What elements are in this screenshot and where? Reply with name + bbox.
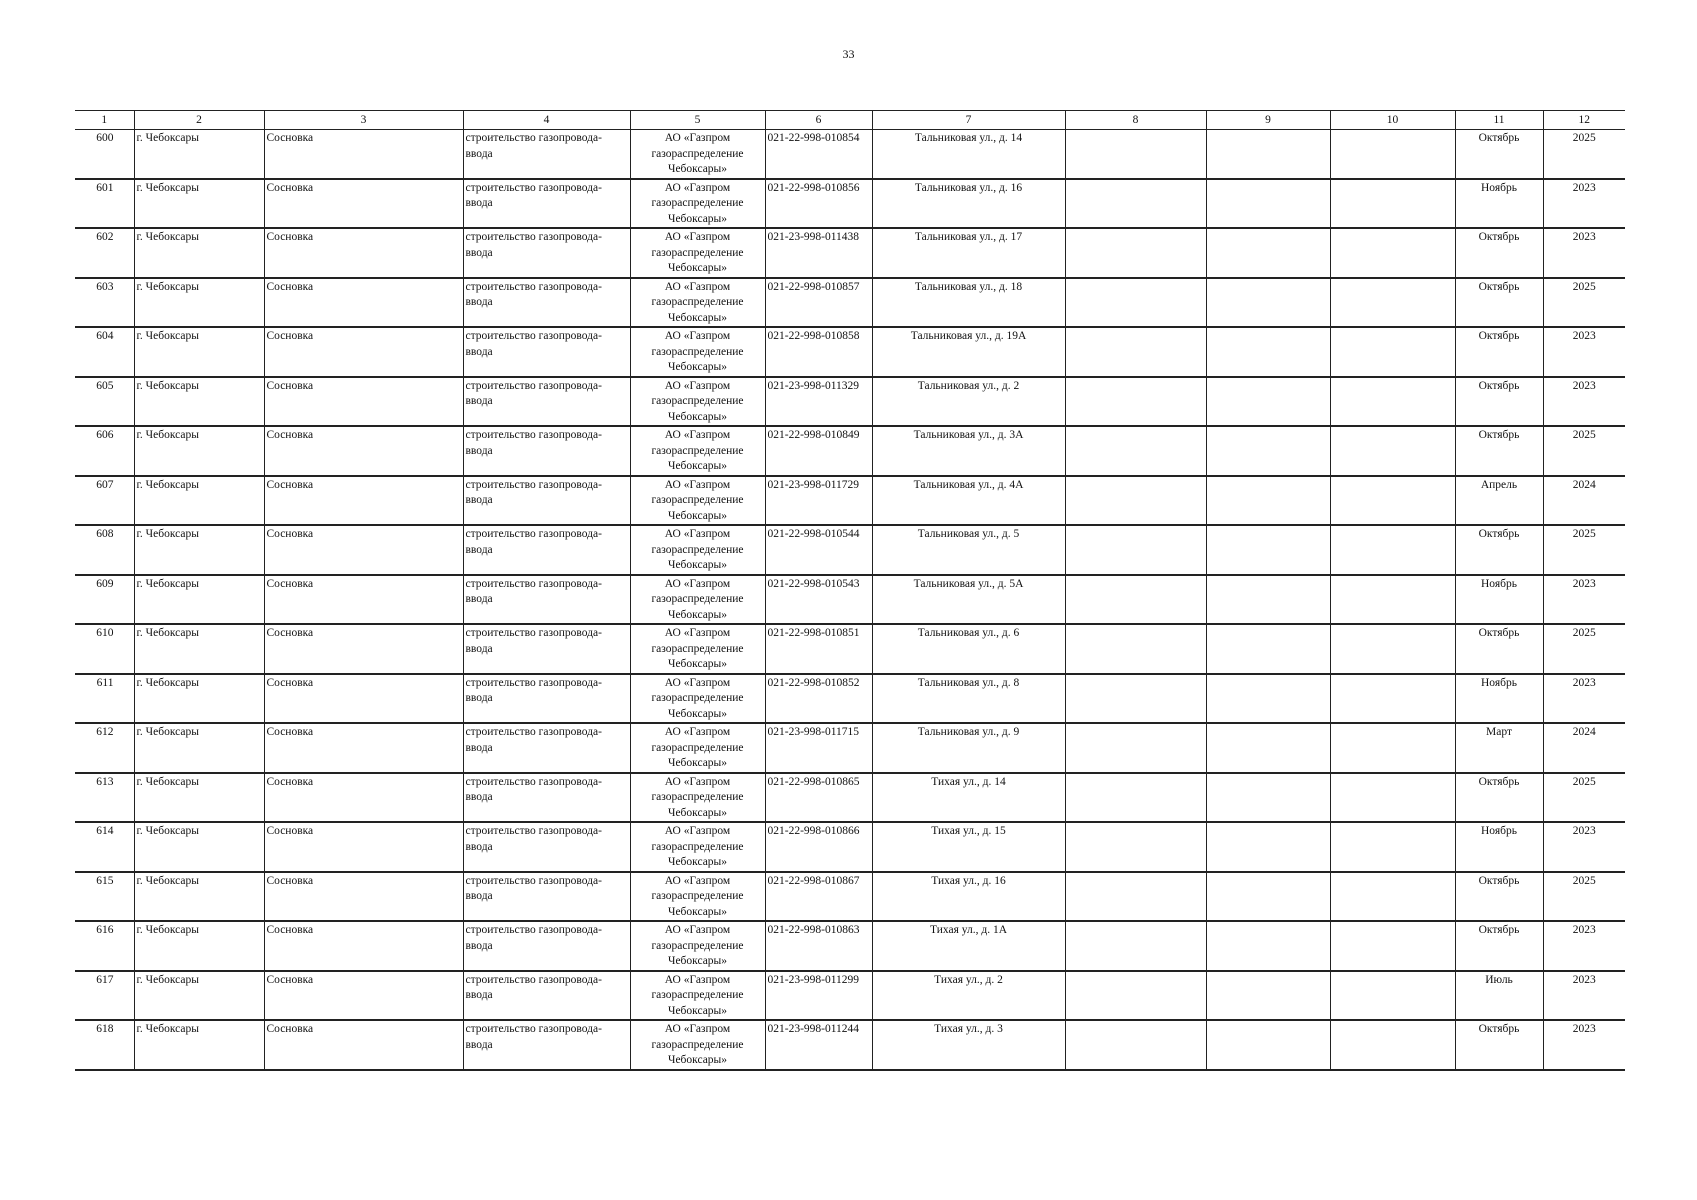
table-row	[75, 278, 1625, 328]
column-9-cell	[1206, 525, 1330, 575]
district-cell: Сосновка	[264, 822, 463, 872]
table-row	[75, 1020, 1625, 1070]
row-number-cell: 613	[75, 773, 134, 823]
column-8-cell	[1065, 822, 1206, 872]
column-8-cell	[1065, 476, 1206, 526]
year-cell: 2025	[1543, 130, 1625, 179]
object-code-cell: 021-22-998-010851	[765, 624, 872, 674]
work-type-cell: строительство газопровода-ввода	[463, 624, 630, 674]
table-row	[75, 822, 1625, 872]
organization-cell: АО «Газпром газораспределение Чебоксары»	[630, 723, 765, 773]
city-cell: г. Чебоксары	[134, 872, 264, 922]
month-cell: Октябрь	[1455, 426, 1543, 476]
column-9-cell	[1206, 624, 1330, 674]
city-cell: г. Чебоксары	[134, 971, 264, 1021]
year-cell: 2023	[1543, 179, 1625, 229]
column-9-cell	[1206, 921, 1330, 971]
organization-cell: АО «Газпром газораспределение Чебоксары»	[630, 624, 765, 674]
work-type-cell: строительство газопровода-ввода	[463, 278, 630, 328]
organization-cell: АО «Газпром газораспределение Чебоксары»	[630, 426, 765, 476]
column-10-cell	[1330, 377, 1455, 427]
year-cell: 2023	[1543, 674, 1625, 724]
column-header: 2	[134, 111, 264, 130]
row-number-cell: 600	[75, 130, 134, 179]
table-row	[75, 921, 1625, 971]
column-10-cell	[1330, 426, 1455, 476]
column-9-cell	[1206, 723, 1330, 773]
district-cell: Сосновка	[264, 179, 463, 229]
city-cell: г. Чебоксары	[134, 228, 264, 278]
work-type-cell: строительство газопровода-ввода	[463, 723, 630, 773]
gasification-table	[75, 110, 1625, 1071]
district-cell: Сосновка	[264, 674, 463, 724]
row-number-cell: 603	[75, 278, 134, 328]
row-number-cell: 615	[75, 872, 134, 922]
work-type-cell: строительство газопровода-ввода	[463, 971, 630, 1021]
organization-cell: АО «Газпром газораспределение Чебоксары»	[630, 872, 765, 922]
row-number-cell: 611	[75, 674, 134, 724]
table-row	[75, 130, 1625, 179]
district-cell: Сосновка	[264, 377, 463, 427]
organization-cell: АО «Газпром газораспределение Чебоксары»	[630, 525, 765, 575]
column-header: 1	[75, 111, 134, 130]
organization-cell: АО «Газпром газораспределение Чебоксары»	[630, 377, 765, 427]
table-row	[75, 377, 1625, 427]
column-8-cell	[1065, 179, 1206, 229]
district-cell: Сосновка	[264, 723, 463, 773]
address-cell: Тальниковая ул., д. 4А	[872, 476, 1065, 526]
city-cell: г. Чебоксары	[134, 1020, 264, 1070]
column-9-cell	[1206, 476, 1330, 526]
organization-cell: АО «Газпром газораспределение Чебоксары»	[630, 921, 765, 971]
month-cell: Октябрь	[1455, 327, 1543, 377]
column-10-cell	[1330, 1020, 1455, 1070]
month-cell: Ноябрь	[1455, 822, 1543, 872]
city-cell: г. Чебоксары	[134, 426, 264, 476]
work-type-cell: строительство газопровода-ввода	[463, 674, 630, 724]
address-cell: Тальниковая ул., д. 17	[872, 228, 1065, 278]
table-row	[75, 426, 1625, 476]
work-type-cell: строительство газопровода-ввода	[463, 179, 630, 229]
work-type-cell: строительство газопровода-ввода	[463, 377, 630, 427]
column-header: 5	[630, 111, 765, 130]
organization-cell: АО «Газпром газораспределение Чебоксары»	[630, 327, 765, 377]
column-8-cell	[1065, 921, 1206, 971]
column-10-cell	[1330, 822, 1455, 872]
column-10-cell	[1330, 624, 1455, 674]
row-number-cell: 618	[75, 1020, 134, 1070]
month-cell: Октябрь	[1455, 130, 1543, 179]
address-cell: Тальниковая ул., д. 5	[872, 525, 1065, 575]
year-cell: 2023	[1543, 327, 1625, 377]
city-cell: г. Чебоксары	[134, 921, 264, 971]
organization-cell: АО «Газпром газораспределение Чебоксары»	[630, 822, 765, 872]
row-number-cell: 602	[75, 228, 134, 278]
address-cell: Тихая ул., д. 15	[872, 822, 1065, 872]
table-row	[75, 674, 1625, 724]
city-cell: г. Чебоксары	[134, 130, 264, 179]
city-cell: г. Чебоксары	[134, 476, 264, 526]
object-code-cell: 021-22-998-010544	[765, 525, 872, 575]
month-cell: Ноябрь	[1455, 674, 1543, 724]
address-cell: Тальниковая ул., д. 5А	[872, 575, 1065, 625]
year-cell: 2025	[1543, 773, 1625, 823]
work-type-cell: строительство газопровода-ввода	[463, 773, 630, 823]
address-cell: Тальниковая ул., д. 16	[872, 179, 1065, 229]
column-8-cell	[1065, 872, 1206, 922]
column-9-cell	[1206, 674, 1330, 724]
row-number-cell: 606	[75, 426, 134, 476]
column-8-cell	[1065, 278, 1206, 328]
column-9-cell	[1206, 377, 1330, 427]
organization-cell: АО «Газпром газораспределение Чебоксары»	[630, 575, 765, 625]
work-type-cell: строительство газопровода-ввода	[463, 228, 630, 278]
district-cell: Сосновка	[264, 476, 463, 526]
organization-cell: АО «Газпром газораспределение Чебоксары»	[630, 1020, 765, 1070]
row-number-cell: 614	[75, 822, 134, 872]
table-row	[75, 327, 1625, 377]
column-9-cell	[1206, 1020, 1330, 1070]
column-10-cell	[1330, 723, 1455, 773]
column-10-cell	[1330, 872, 1455, 922]
year-cell: 2023	[1543, 228, 1625, 278]
column-10-cell	[1330, 228, 1455, 278]
column-header: 9	[1206, 111, 1330, 130]
table-row	[75, 723, 1625, 773]
object-code-cell: 021-22-998-010543	[765, 575, 872, 625]
city-cell: г. Чебоксары	[134, 723, 264, 773]
column-header: 12	[1543, 111, 1625, 130]
district-cell: Сосновка	[264, 426, 463, 476]
district-cell: Сосновка	[264, 1020, 463, 1070]
row-number-cell: 608	[75, 525, 134, 575]
year-cell: 2025	[1543, 624, 1625, 674]
column-8-cell	[1065, 971, 1206, 1021]
address-cell: Тальниковая ул., д. 2	[872, 377, 1065, 427]
year-cell: 2024	[1543, 476, 1625, 526]
column-10-cell	[1330, 773, 1455, 823]
table-row	[75, 476, 1625, 526]
work-type-cell: строительство газопровода-ввода	[463, 575, 630, 625]
year-cell: 2023	[1543, 1020, 1625, 1070]
city-cell: г. Чебоксары	[134, 278, 264, 328]
column-8-cell	[1065, 674, 1206, 724]
row-number-cell: 609	[75, 575, 134, 625]
column-8-cell	[1065, 327, 1206, 377]
organization-cell: АО «Газпром газораспределение Чебоксары»	[630, 179, 765, 229]
year-cell: 2023	[1543, 971, 1625, 1021]
table-row	[75, 624, 1625, 674]
column-8-cell	[1065, 773, 1206, 823]
table-row	[75, 971, 1625, 1021]
address-cell: Тальниковая ул., д. 8	[872, 674, 1065, 724]
address-cell: Тальниковая ул., д. 6	[872, 624, 1065, 674]
work-type-cell: строительство газопровода-ввода	[463, 130, 630, 179]
address-cell: Тихая ул., д. 3	[872, 1020, 1065, 1070]
row-number-cell: 617	[75, 971, 134, 1021]
city-cell: г. Чебоксары	[134, 822, 264, 872]
organization-cell: АО «Газпром газораспределение Чебоксары»	[630, 773, 765, 823]
object-code-cell: 021-22-998-010854	[765, 130, 872, 179]
row-number-cell: 605	[75, 377, 134, 427]
district-cell: Сосновка	[264, 525, 463, 575]
column-9-cell	[1206, 773, 1330, 823]
work-type-cell: строительство газопровода-ввода	[463, 426, 630, 476]
object-code-cell: 021-23-998-011715	[765, 723, 872, 773]
organization-cell: АО «Газпром газораспределение Чебоксары»	[630, 476, 765, 526]
district-cell: Сосновка	[264, 130, 463, 179]
month-cell: Октябрь	[1455, 278, 1543, 328]
column-9-cell	[1206, 426, 1330, 476]
table-row	[75, 525, 1625, 575]
city-cell: г. Чебоксары	[134, 773, 264, 823]
district-cell: Сосновка	[264, 327, 463, 377]
month-cell: Октябрь	[1455, 921, 1543, 971]
month-cell: Октябрь	[1455, 773, 1543, 823]
object-code-cell: 021-23-998-011244	[765, 1020, 872, 1070]
object-code-cell: 021-22-998-010857	[765, 278, 872, 328]
work-type-cell: строительство газопровода-ввода	[463, 327, 630, 377]
organization-cell: АО «Газпром газораспределение Чебоксары»	[630, 228, 765, 278]
city-cell: г. Чебоксары	[134, 575, 264, 625]
organization-cell: АО «Газпром газораспределение Чебоксары»	[630, 971, 765, 1021]
address-cell: Тихая ул., д. 16	[872, 872, 1065, 922]
object-code-cell: 021-23-998-011729	[765, 476, 872, 526]
year-cell: 2025	[1543, 525, 1625, 575]
year-cell: 2025	[1543, 872, 1625, 922]
city-cell: г. Чебоксары	[134, 327, 264, 377]
organization-cell: АО «Газпром газораспределение Чебоксары»	[630, 130, 765, 179]
column-10-cell	[1330, 921, 1455, 971]
year-cell: 2023	[1543, 377, 1625, 427]
district-cell: Сосновка	[264, 921, 463, 971]
object-code-cell: 021-22-998-010865	[765, 773, 872, 823]
city-cell: г. Чебоксары	[134, 624, 264, 674]
object-code-cell: 021-22-998-010852	[765, 674, 872, 724]
column-header: 8	[1065, 111, 1206, 130]
column-10-cell	[1330, 327, 1455, 377]
column-8-cell	[1065, 426, 1206, 476]
column-10-cell	[1330, 179, 1455, 229]
district-cell: Сосновка	[264, 773, 463, 823]
table-row	[75, 872, 1625, 922]
object-code-cell: 021-22-998-010856	[765, 179, 872, 229]
city-cell: г. Чебоксары	[134, 179, 264, 229]
object-code-cell: 021-23-998-011299	[765, 971, 872, 1021]
column-header: 7	[872, 111, 1065, 130]
column-9-cell	[1206, 872, 1330, 922]
column-9-cell	[1206, 228, 1330, 278]
column-9-cell	[1206, 327, 1330, 377]
table-row	[75, 575, 1625, 625]
month-cell: Октябрь	[1455, 1020, 1543, 1070]
column-header: 3	[264, 111, 463, 130]
work-type-cell: строительство газопровода-ввода	[463, 921, 630, 971]
city-cell: г. Чебоксары	[134, 674, 264, 724]
column-9-cell	[1206, 575, 1330, 625]
month-cell: Октябрь	[1455, 228, 1543, 278]
city-cell: г. Чебоксары	[134, 377, 264, 427]
work-type-cell: строительство газопровода-ввода	[463, 1020, 630, 1070]
column-10-cell	[1330, 130, 1455, 179]
year-cell: 2023	[1543, 822, 1625, 872]
row-number-cell: 604	[75, 327, 134, 377]
row-number-cell: 610	[75, 624, 134, 674]
organization-cell: АО «Газпром газораспределение Чебоксары»	[630, 278, 765, 328]
work-type-cell: строительство газопровода-ввода	[463, 822, 630, 872]
table-row	[75, 179, 1625, 229]
row-number-cell: 607	[75, 476, 134, 526]
table-row	[75, 773, 1625, 823]
month-cell: Октябрь	[1455, 525, 1543, 575]
page-number: 33	[842, 47, 855, 61]
address-cell: Тихая ул., д. 14	[872, 773, 1065, 823]
month-cell: Октябрь	[1455, 377, 1543, 427]
month-cell: Июль	[1455, 971, 1543, 1021]
column-10-cell	[1330, 575, 1455, 625]
work-type-cell: строительство газопровода-ввода	[463, 476, 630, 526]
year-cell: 2025	[1543, 278, 1625, 328]
district-cell: Сосновка	[264, 624, 463, 674]
column-header: 11	[1455, 111, 1543, 130]
object-code-cell: 021-23-998-011329	[765, 377, 872, 427]
address-cell: Тальниковая ул., д. 19А	[872, 327, 1065, 377]
work-type-cell: строительство газопровода-ввода	[463, 525, 630, 575]
column-8-cell	[1065, 1020, 1206, 1070]
column-8-cell	[1065, 723, 1206, 773]
column-8-cell	[1065, 624, 1206, 674]
object-code-cell: 021-22-998-010858	[765, 327, 872, 377]
column-9-cell	[1206, 278, 1330, 328]
object-code-cell: 021-22-998-010863	[765, 921, 872, 971]
month-cell: Октябрь	[1455, 624, 1543, 674]
month-cell: Апрель	[1455, 476, 1543, 526]
column-9-cell	[1206, 179, 1330, 229]
column-8-cell	[1065, 525, 1206, 575]
district-cell: Сосновка	[264, 575, 463, 625]
organization-cell: АО «Газпром газораспределение Чебоксары»	[630, 674, 765, 724]
district-cell: Сосновка	[264, 872, 463, 922]
column-8-cell	[1065, 130, 1206, 179]
object-code-cell: 021-22-998-010866	[765, 822, 872, 872]
month-cell: Октябрь	[1455, 872, 1543, 922]
city-cell: г. Чебоксары	[134, 525, 264, 575]
district-cell: Сосновка	[264, 278, 463, 328]
object-code-cell: 021-22-998-010867	[765, 872, 872, 922]
column-10-cell	[1330, 525, 1455, 575]
column-8-cell	[1065, 377, 1206, 427]
year-cell: 2023	[1543, 575, 1625, 625]
column-8-cell	[1065, 575, 1206, 625]
month-cell: Ноябрь	[1455, 575, 1543, 625]
address-cell: Тихая ул., д. 1А	[872, 921, 1065, 971]
year-cell: 2023	[1543, 921, 1625, 971]
header-row	[75, 111, 1625, 130]
column-9-cell	[1206, 971, 1330, 1021]
row-number-cell: 616	[75, 921, 134, 971]
district-cell: Сосновка	[264, 971, 463, 1021]
object-code-cell: 021-23-998-011438	[765, 228, 872, 278]
address-cell: Тальниковая ул., д. 14	[872, 130, 1065, 179]
column-header: 4	[463, 111, 630, 130]
district-cell: Сосновка	[264, 228, 463, 278]
row-number-cell: 612	[75, 723, 134, 773]
address-cell: Тихая ул., д. 2	[872, 971, 1065, 1021]
column-header: 10	[1330, 111, 1455, 130]
column-9-cell	[1206, 822, 1330, 872]
column-8-cell	[1065, 228, 1206, 278]
year-cell: 2025	[1543, 426, 1625, 476]
column-9-cell	[1206, 130, 1330, 179]
column-10-cell	[1330, 971, 1455, 1021]
column-header: 6	[765, 111, 872, 130]
month-cell: Ноябрь	[1455, 179, 1543, 229]
column-10-cell	[1330, 476, 1455, 526]
month-cell: Март	[1455, 723, 1543, 773]
work-type-cell: строительство газопровода-ввода	[463, 872, 630, 922]
table-body	[75, 130, 1625, 1070]
address-cell: Тальниковая ул., д. 9	[872, 723, 1065, 773]
object-code-cell: 021-22-998-010849	[765, 426, 872, 476]
table-row	[75, 228, 1625, 278]
row-number-cell: 601	[75, 179, 134, 229]
column-10-cell	[1330, 278, 1455, 328]
address-cell: Тальниковая ул., д. 3А	[872, 426, 1065, 476]
year-cell: 2024	[1543, 723, 1625, 773]
address-cell: Тальниковая ул., д. 18	[872, 278, 1065, 328]
column-10-cell	[1330, 674, 1455, 724]
